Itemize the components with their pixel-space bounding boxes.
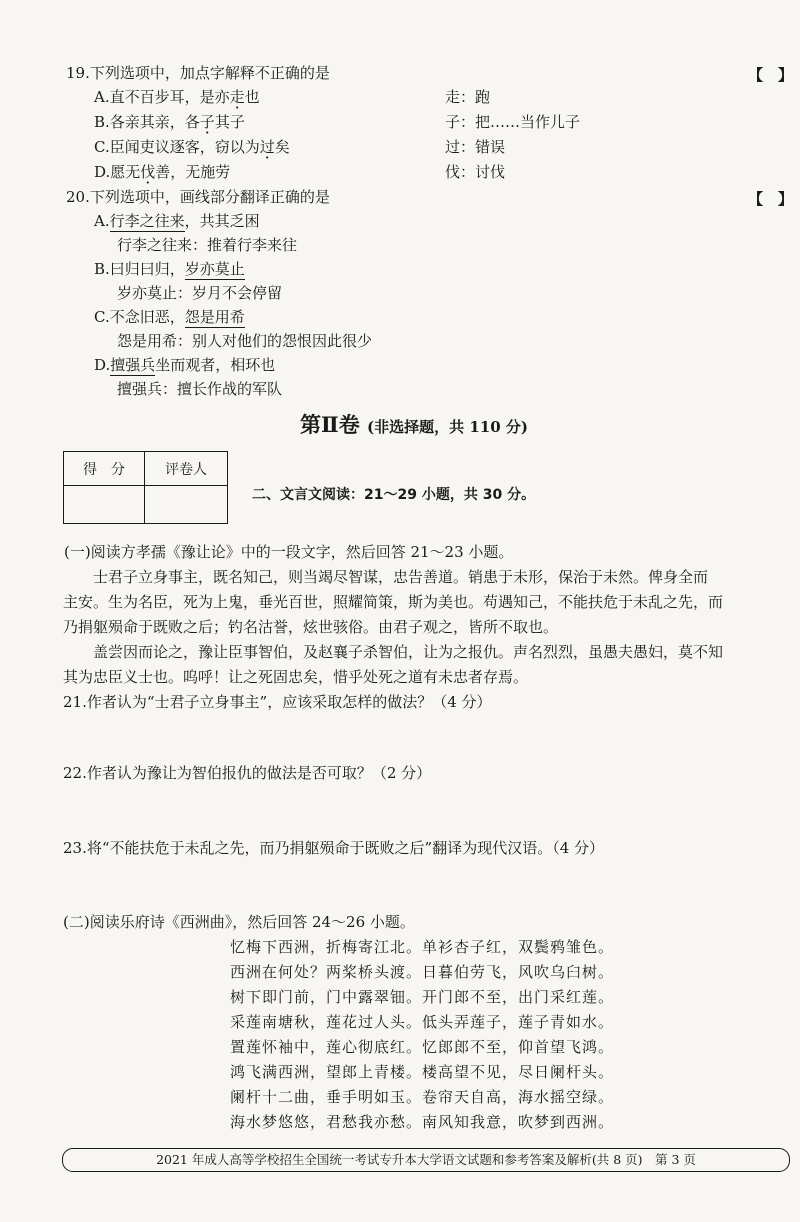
score-cell[interactable] <box>64 486 145 524</box>
q20-c-underlined: 怨是用希 <box>184 308 245 326</box>
poem-line: 置莲怀袖中，莲心彻底红。忆郎郎不至，仰首望飞鸿。 <box>230 1038 615 1056</box>
q20-answer-bracket: 【 】 <box>748 190 794 208</box>
page-footer: 2021 年成人高等学校招生全国统一考试专升本大学语文试题和参考答案及解析(共 8 页) 第 3 页 <box>62 1148 790 1172</box>
passage1-line: 士君子立身事主，既名知己，则当竭尽智谋，忠告善道。销患于未形，保治于未然。俾身全而 <box>93 568 709 586</box>
q19-stem: 19.下列选项中，加点字解释不正确的是 <box>66 64 330 82</box>
q19-option-a: A.直不百步耳，是亦走也 <box>94 88 260 106</box>
q20-d-explanation: 擅强兵：擅长作战的军队 <box>117 380 283 398</box>
q20-b-explanation: 岁亦莫止：岁月不会停留 <box>117 284 283 302</box>
q19-gloss-a: 走：跑 <box>445 88 491 106</box>
q21-question: 21.作者认为“士君子立身事主”，应该采取怎样的做法？（4 分） <box>63 693 492 711</box>
q20-option-c: C.不念旧恶，怨是用希 <box>94 308 245 326</box>
q20-option-a: A.行李之往来，共其乏困 <box>94 212 260 230</box>
q19-option-c: C.臣闻吏议逐客，窃以为过矣 <box>94 138 290 156</box>
q20-c-explanation: 怨是用希：别人对他们的怨恨因此很少 <box>117 332 373 350</box>
passage1-line: 盖尝因而论之，豫让臣事智伯，及赵襄子杀智伯，让为之报仇。声名烈烈，虽愚夫愚妇，莫不知 <box>93 643 724 661</box>
score-table <box>63 451 228 524</box>
q19-answer-bracket: 【 】 <box>748 66 794 84</box>
q19-a-dotted-char: 走 <box>229 88 245 106</box>
q19-b-dotted-char: 子 <box>199 113 215 131</box>
q19-c-dotted-char: 过 <box>259 138 275 156</box>
poem-line: 忆梅下西洲，折梅寄江北。单衫杏子红，双鬓鸦雏色。 <box>230 938 615 956</box>
part2-title: 第Ⅱ卷 <box>300 412 360 437</box>
poem-line: 采莲南塘秋，莲花过人头。低头弄莲子，莲子青如水。 <box>230 1013 615 1031</box>
q22-question: 22.作者认为豫让为智伯报仇的做法是否可取？（2 分） <box>63 764 432 782</box>
q19-option-d: D.愿无伐善，无施劳 <box>94 163 231 181</box>
part2-subtitle: (非选择题，共 110 分) <box>367 418 528 436</box>
grader-header: 评卷人 <box>145 452 228 486</box>
q20-stem: 20.下列选项中，画线部分翻译正确的是 <box>66 188 330 206</box>
q19-option-b: B.各亲其亲，各子其子 <box>94 113 245 131</box>
q19-gloss-b: 子：把……当作儿子 <box>445 113 581 131</box>
q20-option-b: B.曰归曰归，岁亦莫止 <box>94 260 245 278</box>
q20-a-underlined: 行李之往来 <box>109 212 185 230</box>
q20-b-underlined: 岁亦莫止 <box>184 260 245 278</box>
q20-a-explanation: 行李之往来：推着行李来往 <box>117 236 298 254</box>
poem-line: 海水梦悠悠，君愁我亦愁。南风知我意，吹梦到西洲。 <box>230 1113 615 1131</box>
section2-heading: 二、文言文阅读：21～29 小题，共 30 分。 <box>252 487 536 503</box>
poem-line: 树下即门前，门中露翠钿。开门郎不至，出门采红莲。 <box>230 988 615 1006</box>
score-header: 得 分 <box>64 452 145 486</box>
passage1-line: 乃捐躯殒命于既败之后；钓名沽誉，炫世骇俗。由君子观之，皆所不取也。 <box>63 618 559 636</box>
q19-gloss-d: 伐：讨伐 <box>445 163 506 181</box>
poem-line: 阑杆十二曲，垂手明如玉。卷帘天自高，海水摇空绿。 <box>230 1088 615 1106</box>
part2-heading <box>300 409 528 439</box>
q20-d-underlined: 擅强兵 <box>110 356 156 374</box>
passage1-line: 主安。生为名臣，死为上鬼，垂光百世，照耀简策，斯为美也。苟遇知己，不能扶危于未乱之先，而 <box>63 593 724 611</box>
q20-option-d: D.擅强兵坐而观者，相环也 <box>94 356 276 374</box>
poem-line: 西洲在何处？两桨桥头渡。日暮伯劳飞，风吹乌臼树。 <box>230 963 615 981</box>
q19-d-dotted-char: 伐 <box>140 163 156 181</box>
passage2-intro: (二)阅读乐府诗《西洲曲》，然后回答 24～26 小题。 <box>63 913 415 931</box>
poem-line: 鸿飞满西洲，望郎上青楼。楼高望不见，尽日阑杆头。 <box>230 1063 615 1081</box>
grader-cell[interactable] <box>145 486 228 524</box>
passage1-intro: (一)阅读方孝孺《豫让论》中的一段文字，然后回答 21～23 小题。 <box>64 543 514 561</box>
q19-gloss-c: 过：错误 <box>445 138 506 156</box>
passage1-line: 其为忠臣义士也。呜呼！让之死固忠矣，惜乎处死之道有未忠者存焉。 <box>63 668 529 686</box>
q23-question: 23.将“不能扶危于未乱之先，而乃捐躯殒命于既败之后”翻译为现代汉语。（4 分） <box>63 839 605 857</box>
